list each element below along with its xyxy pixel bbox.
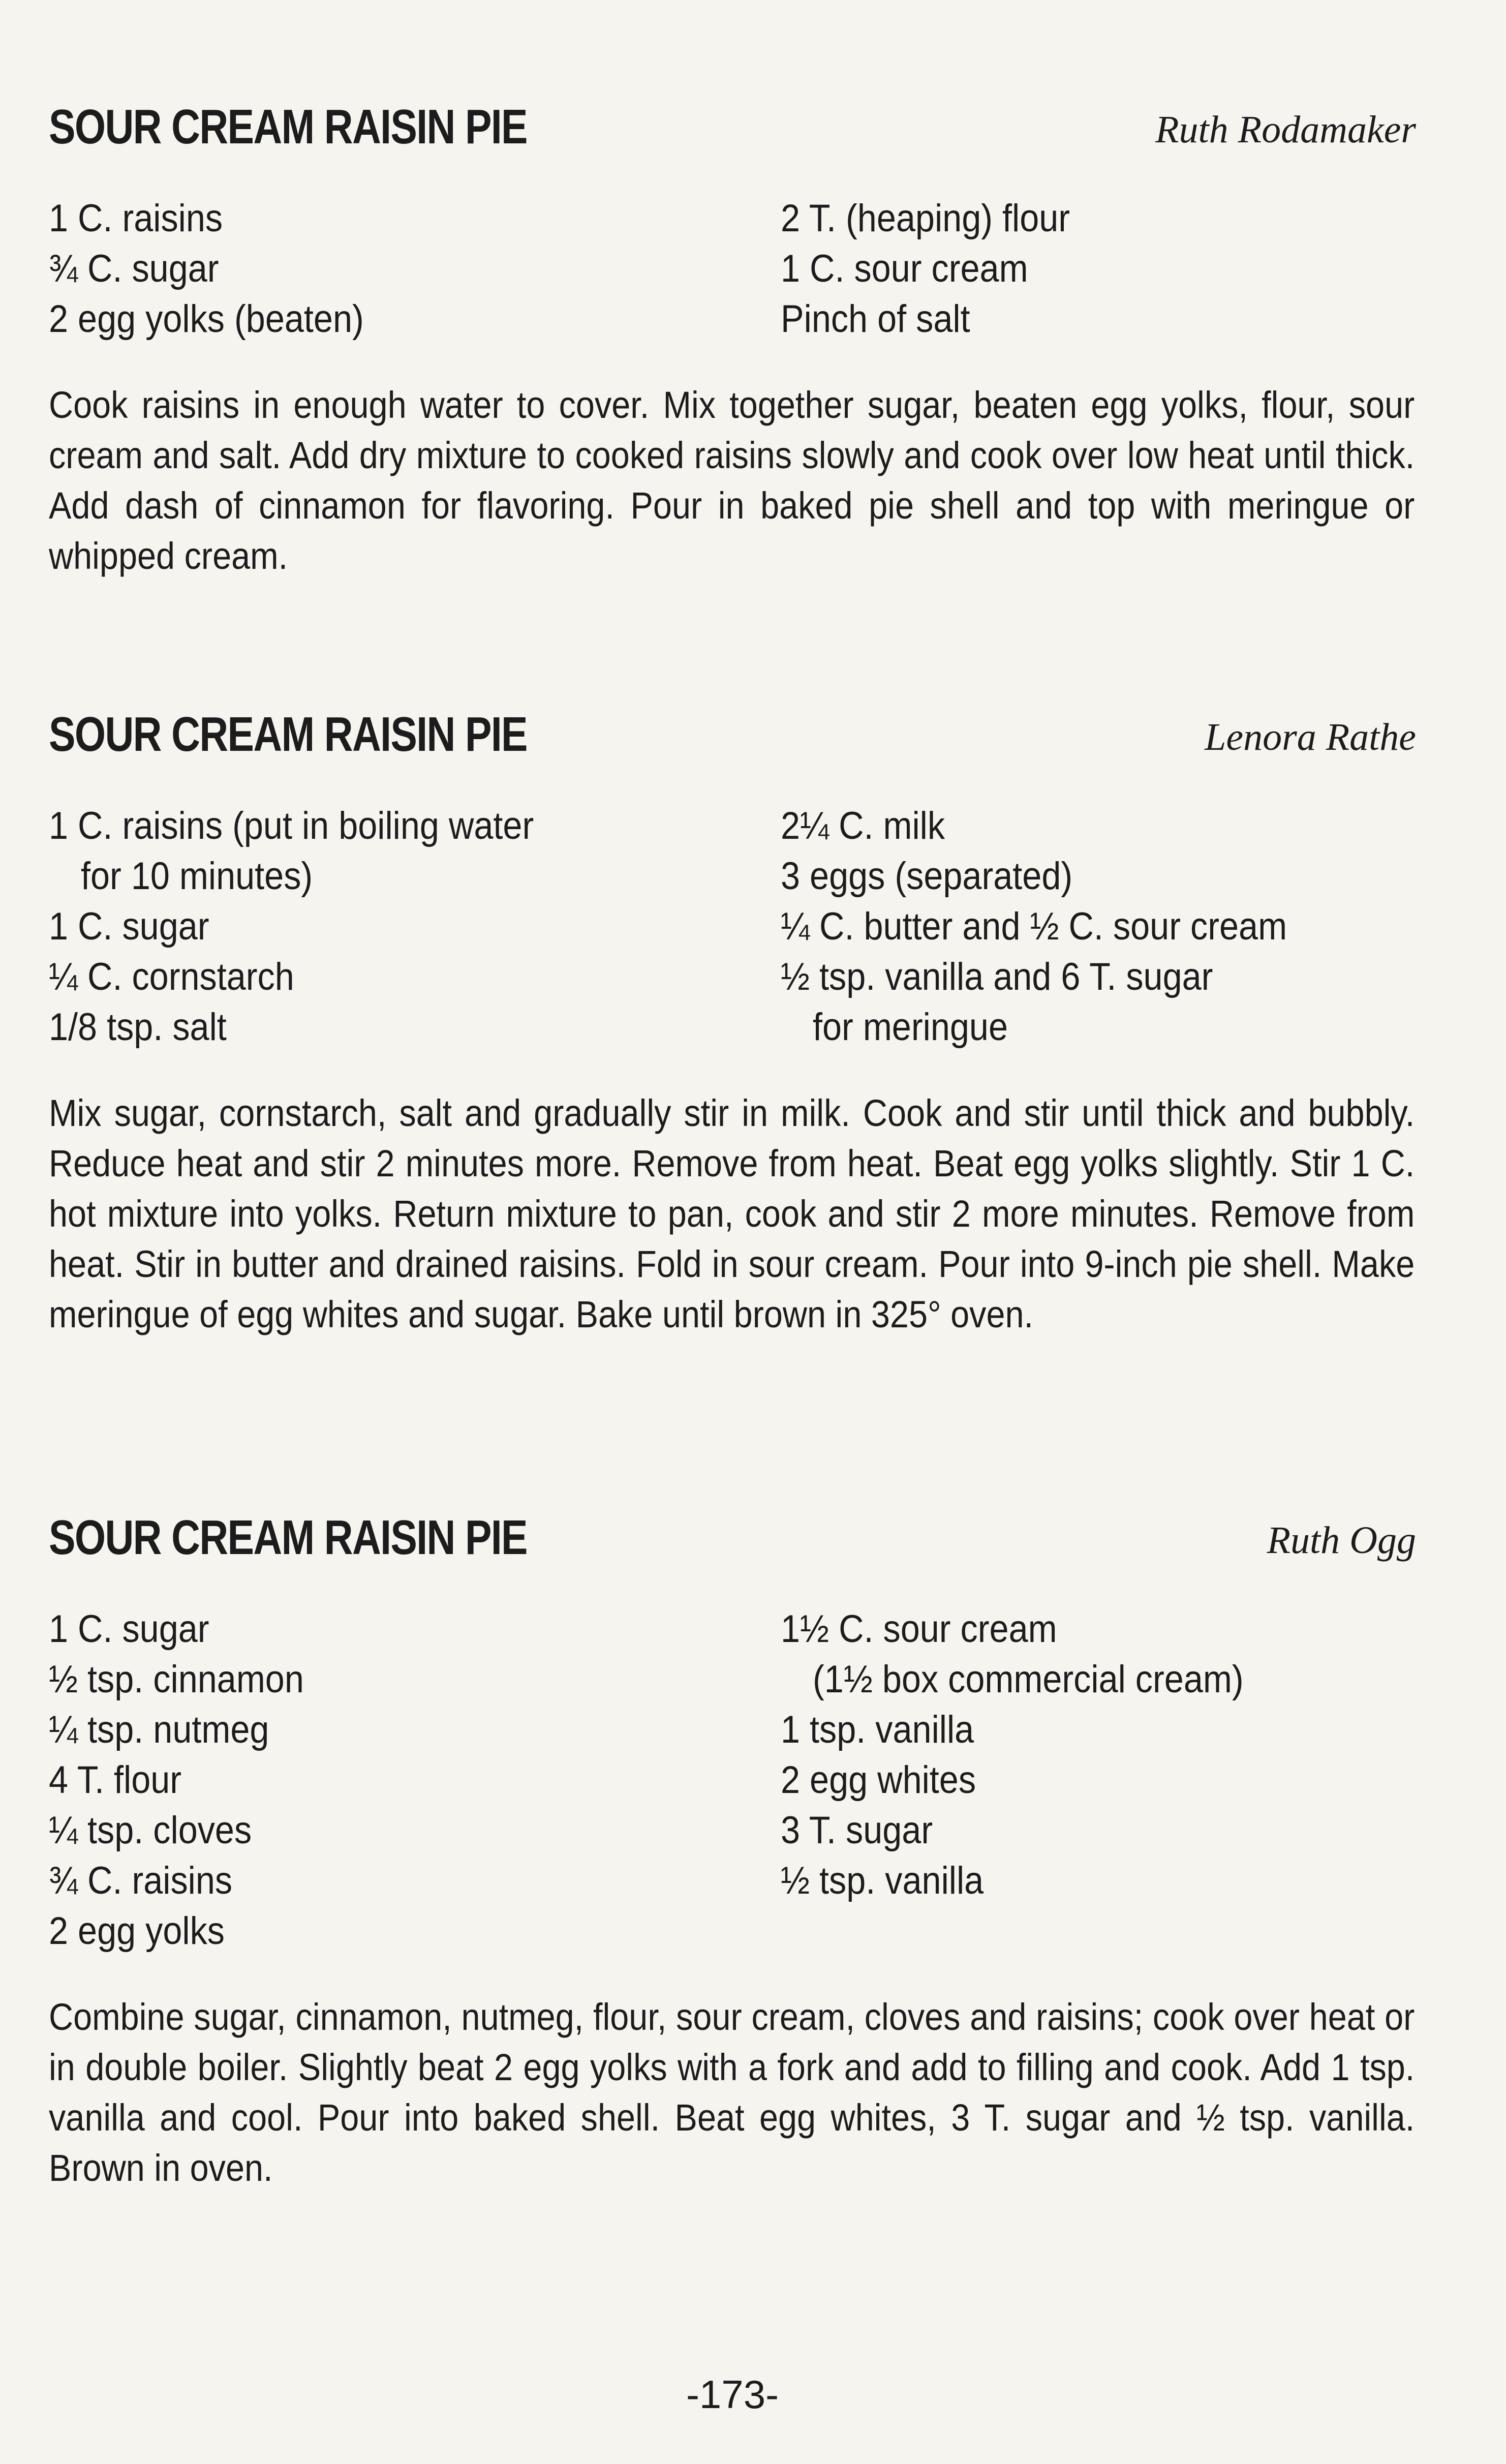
ingredient: 3 eggs (separated) bbox=[781, 855, 1073, 898]
ingredient: ½ tsp. cinnamon bbox=[49, 1658, 304, 1701]
recipe-title: SOUR CREAM RAISIN PIE bbox=[49, 100, 527, 154]
ingredient: 1 C. sugar bbox=[49, 905, 209, 948]
page-number: -173- bbox=[686, 2372, 779, 2417]
ingredient: 3 T. sugar bbox=[781, 1809, 933, 1852]
recipe-instructions bbox=[49, 380, 1416, 581]
ingredient: Pinch of salt bbox=[781, 297, 970, 341]
ingredient: 1 C. sugar bbox=[49, 1607, 209, 1651]
ingredient: 1 C. raisins (put in boiling water bbox=[49, 804, 534, 847]
recipe-instructions bbox=[49, 1992, 1416, 2193]
ingredient: ½ tsp. vanilla bbox=[781, 1859, 984, 1902]
recipe-3 bbox=[49, 1507, 1416, 2193]
recipe-header bbox=[49, 97, 1416, 158]
ingredient: 4 T. flour bbox=[49, 1758, 182, 1802]
cookbook-page bbox=[49, 0, 1416, 2464]
ingredients-list bbox=[49, 193, 1416, 344]
ingredients-left-column bbox=[49, 801, 781, 1052]
ingredient: 2 T. (heaping) flour bbox=[781, 197, 1070, 240]
instructions-text: Combine sugar, cinnamon, nutmeg, flour, sour cream, cloves and raisins; cook over heat or in double boiler. Slightly beat 2 egg yolks with a fork and add to filling and cook. Add 1 tsp. vanilla and cool. Pour into baked shell. Beat egg whites, 3 T. sugar and ½ tsp. vanilla. Brown in oven. bbox=[49, 1996, 1415, 2189]
ingredient: for 10 minutes) bbox=[81, 855, 313, 898]
ingredients-list bbox=[49, 1604, 1416, 1956]
recipe-author: Ruth Rodamaker bbox=[1155, 108, 1416, 151]
ingredients-right-column bbox=[781, 801, 1416, 1052]
ingredient: 1½ C. sour cream bbox=[781, 1607, 1057, 1651]
ingredient: ¼ C. butter and ½ C. sour cream bbox=[781, 905, 1287, 948]
ingredient: ½ tsp. vanilla and 6 T. sugar bbox=[781, 955, 1213, 998]
ingredients-right-column bbox=[781, 1604, 1416, 1956]
recipe-title: SOUR CREAM RAISIN PIE bbox=[49, 707, 527, 762]
recipe-1 bbox=[49, 97, 1416, 581]
ingredient: ¼ C. cornstarch bbox=[49, 955, 294, 998]
recipe-author: Lenora Rathe bbox=[1205, 716, 1416, 758]
ingredient: (1½ box commercial cream) bbox=[813, 1658, 1244, 1701]
ingredients-left-column bbox=[49, 193, 781, 344]
recipe-title: SOUR CREAM RAISIN PIE bbox=[49, 1510, 527, 1565]
ingredient: ¼ tsp. nutmeg bbox=[49, 1708, 269, 1751]
ingredient: ¾ C. sugar bbox=[49, 247, 219, 290]
recipe-instructions bbox=[49, 1088, 1416, 1340]
recipe-header bbox=[49, 704, 1416, 765]
instructions-text: Cook raisins in enough water to cover. Mix together sugar, beaten egg yolks, flour, sour cream and salt. Add dry mixture to cooked raisins slowly and cook over low heat until thick. Add dash of cinnamon for flavoring. Pour in baked pie shell and top with meringue or whipped cream. bbox=[49, 384, 1415, 577]
ingredient: 2¼ C. milk bbox=[781, 804, 945, 847]
ingredient: 1 tsp. vanilla bbox=[781, 1708, 974, 1751]
ingredient: 2 egg yolks bbox=[49, 1909, 225, 1953]
ingredient: 2 egg yolks (beaten) bbox=[49, 297, 364, 341]
ingredient: ¼ tsp. cloves bbox=[49, 1809, 252, 1852]
recipe-header bbox=[49, 1507, 1416, 1568]
ingredients-right-column bbox=[781, 193, 1416, 344]
ingredients-left-column bbox=[49, 1604, 781, 1956]
ingredient: 1 C. sour cream bbox=[781, 247, 1028, 290]
recipe-2 bbox=[49, 704, 1416, 1340]
ingredient: 2 egg whites bbox=[781, 1758, 976, 1802]
ingredient: ¾ C. raisins bbox=[49, 1859, 233, 1902]
instructions-text: Mix sugar, cornstarch, salt and gradually stir in milk. Cook and stir until thick and bubbly. Reduce heat and stir 2 minutes more. Remove from heat. Beat egg yolks slightly. Stir 1 C. hot mixture into yolks. Return mixture to pan, cook and stir 2 more minutes. Remove from heat. Stir in butter and drained raisins. Fold in sour cream. Pour into 9-inch pie shell. Make meringue of egg whites and sugar. Bake until brown in 325° oven. bbox=[49, 1092, 1415, 1335]
ingredient: for meringue bbox=[813, 1006, 1008, 1049]
ingredient: 1 C. raisins bbox=[49, 197, 223, 240]
ingredient: 1/8 tsp. salt bbox=[49, 1006, 227, 1049]
recipe-author: Ruth Ogg bbox=[1267, 1519, 1416, 1562]
ingredients-list bbox=[49, 801, 1416, 1052]
